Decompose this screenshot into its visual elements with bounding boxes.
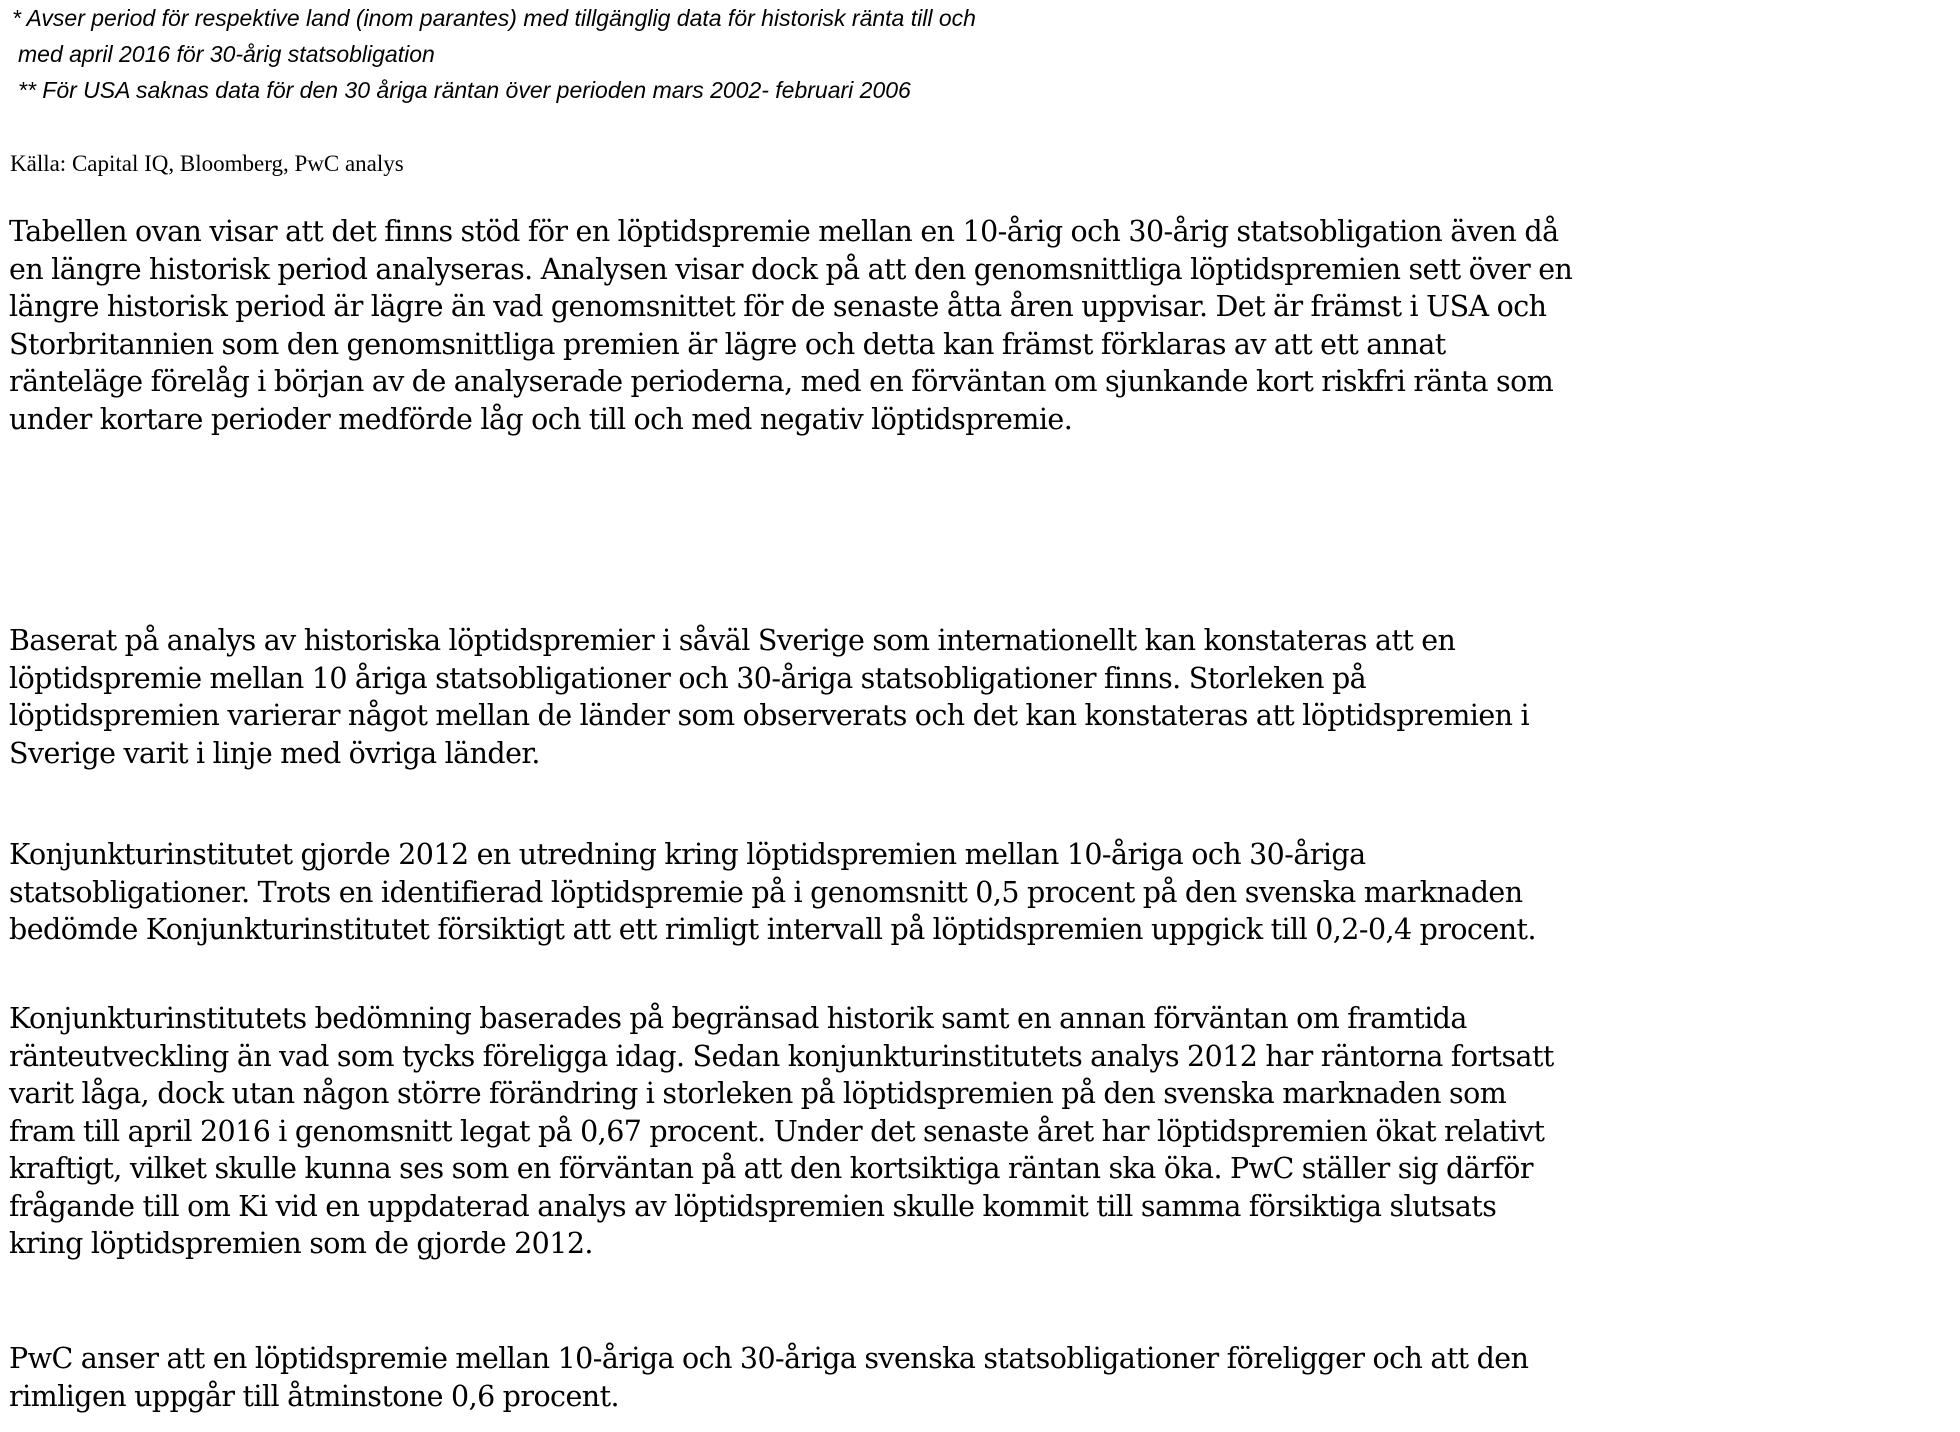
text-line: ränteutveckling än vad som tycks föreligga idag. Sedan konjunkturinstitutets analys 2012 har räntorna fortsatt [9, 1039, 1554, 1073]
text-line: en längre historisk period analyseras. Analysen visar dock på att den genomsnittliga löptidspremien sett över en [9, 252, 1573, 286]
text-line: frågande till om Ki vid en uppdaterad analys av löptidspremien skulle kommit till samma försiktiga slutsats [9, 1189, 1497, 1223]
paragraph-konjunkturinstitutet-2012 [9, 836, 1954, 949]
source-note: Källa: Capital IQ, Bloomberg, PwC analys [10, 151, 404, 176]
paragraph-konjunkturinstitutet-assessment [9, 1000, 1954, 1263]
paragraph-pwc-conclusion [9, 1340, 1954, 1415]
text-line: Konjunkturinstitutets bedömning baserades på begränsad historik samt en annan förväntan om framtida [9, 1002, 1467, 1035]
text-line: rimligen uppgår till åtminstone 0,6 procent. [9, 1379, 619, 1413]
text-line: löptidspremie mellan 10 åriga statsobligationer och 30-åriga statsobligationer finns. Storleken på [9, 661, 1367, 695]
text-line: fram till april 2016 i genomsnitt legat på 0,67 procent. Under det senaste året har löptidspremien ökat relativt [9, 1114, 1545, 1148]
text-line: kraftigt, vilket skulle kunna ses som en förväntan på att den kortsiktiga räntan ska öka. PwC ställer sig därför [9, 1152, 1533, 1185]
text-line: Storbritannien som den genomsnittliga premien är lägre och detta kan främst förklaras av att ett annat [9, 327, 1446, 361]
text-line: Baserat på analys av historiska löptidspremier i såväl Sverige som internationellt kan konstateras att en [9, 624, 1456, 657]
text-line: varit låga, dock utan någon större förändring i storleken på löptidspremien på den svenska marknaden som [9, 1077, 1507, 1110]
text-line: Tabellen ovan visar att det finns stöd för en löptidspremie mellan en 10-årig och 30-årig statsobligation även då [9, 215, 1559, 248]
text-line: PwC anser att en löptidspremie mellan 10-åriga och 30-åriga svenska statsobligationer föreligger och att den [9, 1342, 1529, 1375]
paragraph-historical-analysis [9, 213, 1954, 438]
text-line: under kortare perioder medförde låg och till och med negativ löptidspremie. [9, 402, 1073, 436]
footnote-period-continued: med april 2016 för 30-årig statsobligation [18, 41, 435, 67]
text-line: kring löptidspremien som de gjorde 2012. [9, 1227, 593, 1260]
text-line: bedömde Konjunkturinstitutet försiktigt att ett rimligt intervall på löptidspremien uppgick till 0,2-0,4 procent. [9, 913, 1536, 946]
paragraph-conclusion-international [9, 622, 1954, 772]
footnotes [12, 0, 1912, 108]
text-line: löptidspremien varierar något mellan de länder som observerats och det kan konstateras att löptidspremien i [9, 699, 1530, 732]
text-line: ränteläge förelåg i början av de analyserade perioderna, med en förväntan om sjunkande kort riskfri ränta som [9, 365, 1554, 398]
text-line: Konjunkturinstitutet gjorde 2012 en utredning kring löptidspremien mellan 10-åriga och 30-åriga [9, 838, 1366, 871]
text-line: Sverige varit i linje med övriga länder. [9, 736, 540, 770]
text-line: statsobligationer. Trots en identifierad löptidspremie på i genomsnitt 0,5 procent på den svenska marknaden [9, 875, 1523, 909]
text-line: längre historisk period är lägre än vad genomsnittet för de senaste åtta åren uppvisar. Det är främst i USA och [9, 290, 1547, 323]
footnote-usa: ** För USA saknas data för den 30 åriga räntan över perioden mars 2002- februari 2006 [18, 77, 911, 103]
footnote-period: * Avser period för respektive land (inom parantes) med tillgänglig data för historisk ränta till och [12, 5, 976, 31]
